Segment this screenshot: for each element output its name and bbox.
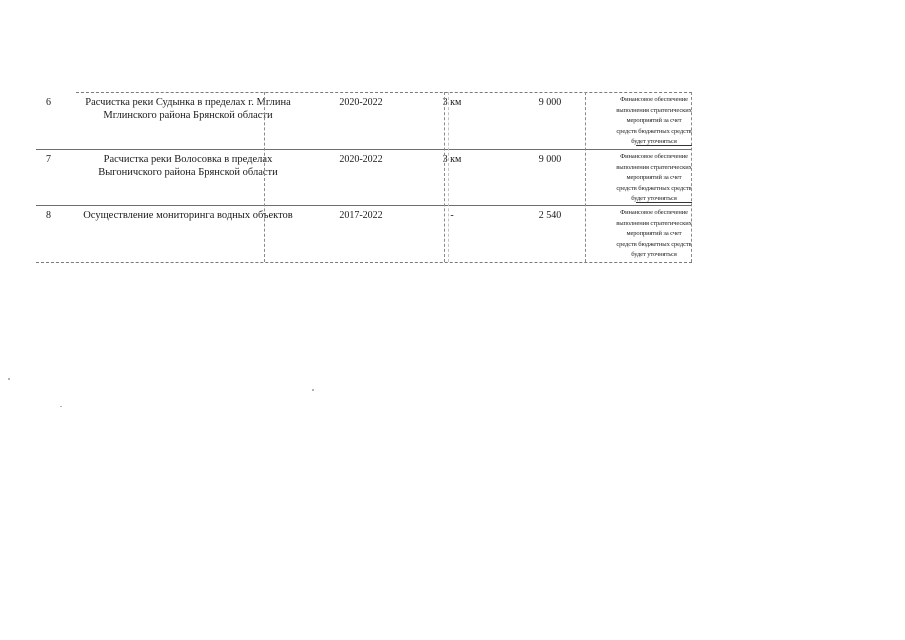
funding-note-cell [616, 205, 692, 262]
length: 3 км [442, 97, 462, 108]
note-underline [636, 202, 692, 203]
column-divider [444, 92, 445, 262]
measure-name: Осуществление мониторинга водных объектов [83, 210, 293, 221]
scan-speck [312, 389, 314, 391]
column-divider [691, 92, 692, 262]
row-divider [36, 205, 692, 206]
amount-cell [484, 205, 616, 262]
note-underline [636, 145, 692, 146]
table-row [36, 205, 692, 262]
amount-cell [484, 149, 616, 205]
years-cell [302, 149, 420, 205]
years-cell [302, 205, 420, 262]
amount-cell [484, 92, 616, 149]
years: 2020-2022 [339, 154, 383, 165]
funding-note: Финансовое обеспечение выполнения стратегических мероприятий за счет средств бюджетных средств будет уточняться [616, 209, 692, 258]
row-number: 6 [46, 97, 51, 108]
row-divider [36, 149, 692, 150]
row-number-cell [36, 205, 74, 262]
years: 2020-2022 [339, 97, 383, 108]
measure-name-cell [74, 205, 302, 262]
funding-note: Финансовое обеспечение выполнения стратегических мероприятий за счет средств бюджетных средств будет уточняться [616, 153, 692, 202]
row-number-cell [36, 149, 74, 205]
length: - [450, 210, 454, 221]
funding-note-cell [616, 149, 692, 205]
measure-name: Расчистка реки Судынка в пределах г. Мглина Мглинского района Брянской области [85, 97, 291, 121]
length-cell [420, 92, 484, 149]
row-number: 7 [46, 154, 51, 165]
measure-name: Расчистка реки Волосовка в пределах Выгоничского района Брянской области [98, 154, 278, 178]
measure-name-cell [74, 149, 302, 205]
table-top-border [76, 92, 692, 93]
amount: 9 000 [538, 154, 562, 165]
table-row [36, 92, 692, 149]
years-cell [302, 92, 420, 149]
measure-name-cell [74, 92, 302, 149]
amount: 2 540 [538, 210, 562, 221]
column-divider [585, 92, 586, 262]
amount: 9 000 [538, 97, 562, 108]
funding-note: Финансовое обеспечение выполнения стратегических мероприятий за счет средств бюджетных средств будет уточняться [616, 96, 692, 145]
measures-table [36, 92, 692, 262]
column-divider [264, 92, 265, 262]
years: 2017-2022 [339, 210, 383, 221]
length-cell [420, 205, 484, 262]
funding-note-cell [616, 92, 692, 149]
scan-speck [8, 378, 10, 380]
length: 3 км [442, 154, 462, 165]
column-divider [448, 92, 449, 262]
table-row [36, 149, 692, 205]
table-bottom-border [36, 262, 692, 263]
length-cell [420, 149, 484, 205]
row-number: 8 [46, 210, 51, 221]
row-number-cell [36, 92, 74, 149]
scan-speck [60, 406, 62, 407]
